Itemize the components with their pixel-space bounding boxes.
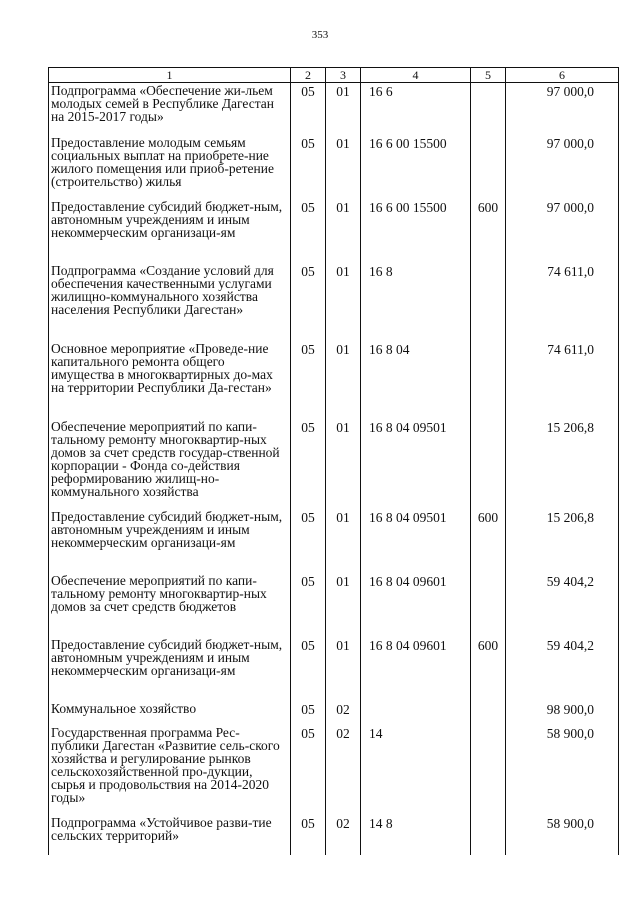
row-section-code: 05 (291, 263, 326, 341)
table-row (49, 135, 619, 199)
row-subsection-code: 01 (326, 199, 361, 263)
row-section-code: 05 (291, 419, 326, 509)
row-name-text: Подпрограмма «Устойчивое разви-тие сельских территорий» (51, 814, 272, 843)
row-name-text: Коммунальное хозяйство (51, 700, 197, 716)
table-row (49, 83, 619, 135)
table-row (49, 419, 619, 509)
row-name (49, 509, 291, 573)
row-section-code: 05 (291, 509, 326, 573)
column-header-type: 5 (471, 68, 506, 83)
table-row (49, 701, 619, 725)
table-row (49, 815, 619, 855)
row-target-code: 16 8 04 09501 (361, 509, 471, 573)
row-name (49, 637, 291, 701)
table-row (49, 263, 619, 341)
row-section-code: 05 (291, 725, 326, 815)
row-amount: 58 900,0 (506, 815, 619, 855)
row-expense-type (471, 341, 506, 419)
row-subsection-code: 01 (326, 509, 361, 573)
row-subsection-code: 01 (326, 341, 361, 419)
row-amount: 15 206,8 (506, 419, 619, 509)
row-target-code: 16 6 00 15500 (361, 199, 471, 263)
column-header-target: 4 (361, 68, 471, 83)
row-target-code (361, 701, 471, 725)
row-subsection-code: 01 (326, 419, 361, 509)
row-expense-type (471, 419, 506, 509)
row-section-code: 05 (291, 573, 326, 637)
row-subsection-code: 02 (326, 725, 361, 815)
row-section-code: 05 (291, 701, 326, 725)
row-name-text: Предоставление субсидий бюджет-ным, автономным учреждениям и иным некоммерческим организаци-ям (51, 636, 283, 678)
row-amount: 58 900,0 (506, 725, 619, 815)
row-target-code: 16 8 04 09601 (361, 637, 471, 701)
row-expense-type: 600 (471, 637, 506, 701)
table-row (49, 637, 619, 701)
row-subsection-code: 01 (326, 637, 361, 701)
row-name-text: Обеспечение мероприятий по капи-тальному ремонту многоквартир-ных домов за счет средств бюджетов (51, 572, 267, 614)
row-target-code: 16 8 04 09601 (361, 573, 471, 637)
row-target-code: 14 8 (361, 815, 471, 855)
row-name (49, 725, 291, 815)
row-target-code: 16 8 04 09501 (361, 419, 471, 509)
row-subsection-code: 01 (326, 135, 361, 199)
row-name (49, 263, 291, 341)
row-name-text: Предоставление молодым семьям социальных выплат на приобрете-ние жилого помещения или приоб-ретение (строительство) жилья (51, 134, 274, 189)
row-section-code: 05 (291, 135, 326, 199)
row-amount: 59 404,2 (506, 573, 619, 637)
row-expense-type: 600 (471, 509, 506, 573)
row-subsection-code: 01 (326, 83, 361, 135)
table-header-row (49, 68, 619, 83)
row-expense-type (471, 815, 506, 855)
row-amount: 15 206,8 (506, 509, 619, 573)
table-row (49, 725, 619, 815)
row-expense-type (471, 701, 506, 725)
row-name (49, 341, 291, 419)
row-target-code: 16 8 (361, 263, 471, 341)
table-row (49, 573, 619, 637)
row-expense-type (471, 83, 506, 135)
table-row (49, 199, 619, 263)
row-expense-type (471, 573, 506, 637)
column-header-subsection: 3 (326, 68, 361, 83)
table-row (49, 509, 619, 573)
row-amount: 98 900,0 (506, 701, 619, 725)
row-name (49, 701, 291, 725)
row-name-text: Основное мероприятие «Проведе-ние капитального ремонта общего имущества в многоквартирных до-мах на территории Республики Да-гестан» (51, 340, 273, 395)
row-amount: 97 000,0 (506, 199, 619, 263)
table-row (49, 341, 619, 419)
row-section-code: 05 (291, 199, 326, 263)
row-name-text: Предоставление субсидий бюджет-ным, автономным учреждениям и иным некоммерческим организаци-ям (51, 198, 283, 240)
row-amount: 97 000,0 (506, 83, 619, 135)
row-target-code: 16 6 00 15500 (361, 135, 471, 199)
row-name (49, 419, 291, 509)
row-amount: 59 404,2 (506, 637, 619, 701)
budget-table (48, 67, 619, 855)
row-amount: 74 611,0 (506, 263, 619, 341)
row-name (49, 83, 291, 135)
row-section-code: 05 (291, 637, 326, 701)
row-target-code: 16 8 04 (361, 341, 471, 419)
row-section-code: 05 (291, 815, 326, 855)
row-target-code: 14 (361, 725, 471, 815)
row-target-code: 16 6 (361, 83, 471, 135)
column-header-amount: 6 (506, 68, 619, 83)
row-expense-type: 600 (471, 199, 506, 263)
column-header-section: 2 (291, 68, 326, 83)
row-amount: 97 000,0 (506, 135, 619, 199)
row-subsection-code: 01 (326, 263, 361, 341)
row-name (49, 815, 291, 855)
row-name-text: Подпрограмма «Создание условий для обеспечения качественными услугами жилищно-коммунального хозяйства населения Республики Дагестан» (51, 262, 274, 317)
row-expense-type (471, 135, 506, 199)
row-subsection-code: 01 (326, 573, 361, 637)
row-subsection-code: 02 (326, 815, 361, 855)
column-header-name: 1 (49, 68, 291, 83)
row-expense-type (471, 263, 506, 341)
row-name-text: Обеспечение мероприятий по капи-тальному ремонту многоквартир-ных домов за счет средств государ-ственной корпорации - Фонда со-действия реформированию жилищ-но-коммунального хозяйства (51, 418, 280, 499)
row-name-text: Предоставление субсидий бюджет-ным, автономным учреждениям и иным некоммерческим организаци-ям (51, 508, 283, 550)
row-section-code: 05 (291, 341, 326, 419)
row-subsection-code: 02 (326, 701, 361, 725)
row-name (49, 573, 291, 637)
row-name (49, 199, 291, 263)
row-expense-type (471, 725, 506, 815)
row-amount: 74 611,0 (506, 341, 619, 419)
page-number: 353 (311, 29, 329, 41)
row-name-text: Государственная программа Рес-публики Дагестан «Развитие сель-ского хозяйства и регулирование рынков сельскохозяйственной про-дукции, сырья и продовольствия на 2014-2020 годы» (51, 724, 280, 805)
row-name-text: Подпрограмма «Обеспечение жи-льем молодых семей в Республике Дагестан на 2015-2017 годы» (51, 83, 275, 124)
row-name (49, 135, 291, 199)
row-section-code: 05 (291, 83, 326, 135)
